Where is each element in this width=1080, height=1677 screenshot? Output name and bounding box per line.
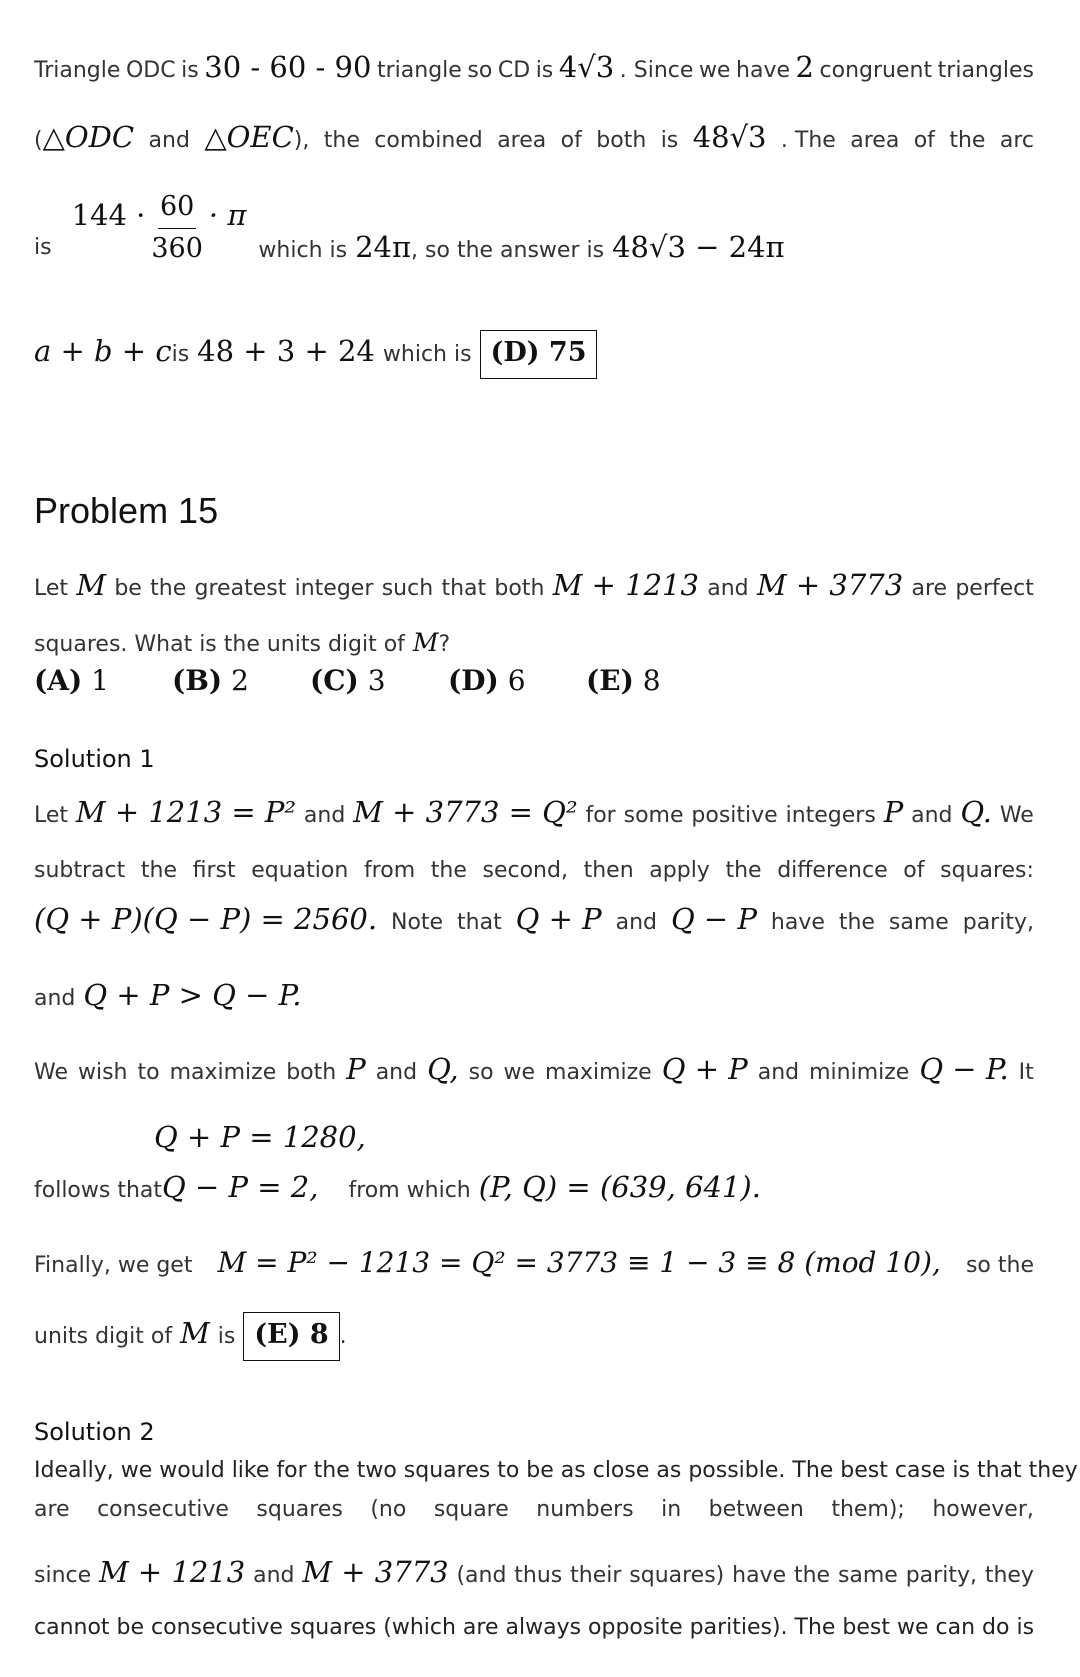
choice-value: 8: [642, 664, 661, 697]
answer-text: (D) 75: [490, 337, 587, 368]
text: Note: [391, 910, 444, 935]
text: the: [430, 858, 467, 883]
text: squares. What is the units digit of: [34, 632, 405, 657]
math-q-minus-p: Q − P.: [919, 1052, 1009, 1086]
math-Q: Q.: [960, 795, 992, 829]
solution2-line-3: [34, 1555, 1034, 1589]
solution1-line-units: [34, 1312, 347, 1361]
text: to: [137, 1060, 160, 1085]
text: cannot be consecutive squares (which are always opposite parities). The best we can do is: [34, 1615, 1035, 1640]
text: same: [837, 1563, 898, 1588]
text: follows that: [34, 1178, 163, 1203]
math-final-congruence: M = P² − 1213 = Q² = 3773 ≡ 1 − 3 ≡ 8 (mod 10),: [217, 1246, 941, 1279]
text: we: [698, 58, 731, 83]
text: arc: [999, 128, 1034, 153]
text: same: [888, 910, 949, 935]
solution1-line-3: [34, 902, 1034, 936]
text: the: [725, 858, 762, 883]
text: minimize: [809, 1060, 910, 1085]
text: in: [661, 1497, 682, 1522]
math-m-plus-1213: M + 1213: [99, 1555, 246, 1589]
text: area: [850, 128, 900, 153]
fraction-60-360: [151, 191, 203, 264]
text: have: [732, 1563, 787, 1588]
math-a-b-c: a + b + c: [34, 334, 172, 368]
text: then: [583, 858, 634, 883]
text: (and: [456, 1563, 507, 1588]
solution1-line-1: [34, 795, 1034, 829]
text: square: [433, 1497, 509, 1522]
text: and: [707, 576, 749, 601]
text: and: [148, 128, 190, 153]
text: and: [757, 1060, 800, 1085]
text: Let: [34, 803, 69, 828]
text: however,: [932, 1497, 1034, 1522]
choice-letter: (A): [34, 664, 83, 697]
text: positive: [691, 803, 778, 828]
text: parity,: [905, 1563, 977, 1588]
text: greatest: [194, 576, 287, 601]
text: so the: [965, 1253, 1034, 1278]
solution2-line-1: [34, 1458, 1078, 1483]
text: such: [381, 576, 434, 601]
solution2-line-4: [34, 1615, 1034, 1640]
text: they: [984, 1563, 1034, 1588]
text: ODC: [125, 58, 176, 83]
text: from which: [348, 1178, 471, 1203]
math-144: 144 ·: [71, 198, 146, 232]
answer-box-d-75: [480, 330, 598, 379]
text: for: [585, 803, 616, 828]
text: both: [596, 128, 647, 153]
text: their: [570, 1563, 622, 1588]
text: of: [560, 128, 582, 153]
text: are: [34, 1497, 70, 1522]
text: that: [457, 910, 502, 935]
text: of: [903, 858, 925, 883]
prev-line-3: [34, 190, 785, 264]
answer-choices: [34, 664, 724, 697]
solution1-line-4: [34, 978, 302, 1012]
math-eq-p-squared: M + 1213 = P²: [75, 795, 297, 829]
text: integer: [294, 576, 374, 601]
text: from: [363, 858, 416, 883]
math-pq-values: (P, Q) = (639, 641).: [478, 1170, 761, 1204]
choice-value: 1: [91, 664, 109, 697]
choice-value: 6: [507, 664, 526, 697]
math-4-root-3: 4√3: [558, 50, 615, 84]
answer-box-e-8: [243, 1312, 339, 1361]
text: and: [34, 986, 76, 1011]
prev-line-4: [34, 330, 597, 379]
problem-line-1: [34, 568, 1034, 602]
problem-title: Problem 15: [34, 490, 219, 531]
text: congruent: [819, 58, 933, 83]
text: of: [913, 128, 935, 153]
math-P: P: [883, 795, 904, 829]
text: between: [708, 1497, 804, 1522]
text: them);: [831, 1497, 905, 1522]
text: parity,: [962, 910, 1034, 935]
math-m-plus-3773: M + 3773: [302, 1555, 449, 1589]
math-30-60-90: 30 - 60 - 90: [204, 50, 372, 84]
text: is: [535, 58, 554, 83]
math-24pi: 24π: [355, 230, 412, 264]
text: It: [1018, 1060, 1034, 1085]
text: , so the answer is: [411, 238, 605, 263]
text: . Since: [619, 58, 694, 83]
math-system-2: Q − P = 2,: [162, 1170, 319, 1204]
math-triangle-oec: △OEC: [204, 120, 294, 154]
text: we: [503, 1060, 536, 1085]
text: is: [660, 128, 679, 153]
text: equation: [251, 858, 349, 883]
text: both: [286, 1060, 337, 1085]
text: CD: [497, 58, 531, 83]
choice-value: 2: [231, 664, 249, 697]
text: .: [339, 1324, 347, 1349]
text: subtract: [34, 858, 126, 883]
text: difference: [777, 858, 888, 883]
text: which is: [382, 342, 472, 367]
text: so: [468, 1060, 494, 1085]
text: the: [949, 128, 986, 153]
text: and: [615, 910, 657, 935]
choice-letter: (C): [310, 664, 359, 697]
text: . The: [780, 128, 836, 153]
math-system-1: Q + P = 1280,: [154, 1120, 366, 1154]
text: Let: [34, 576, 69, 601]
solution1-line-follows: [34, 1170, 761, 1204]
math-P: P: [346, 1052, 366, 1086]
text: triangles: [937, 58, 1034, 83]
text: the: [140, 858, 177, 883]
text: (no: [370, 1497, 407, 1522]
text: some: [623, 803, 684, 828]
text: numbers: [536, 1497, 634, 1522]
text: is: [217, 1324, 236, 1349]
text: are: [911, 576, 948, 601]
text: the: [323, 128, 360, 153]
text: and: [303, 803, 346, 828]
text: squares: [256, 1497, 343, 1522]
text: first: [192, 858, 236, 883]
text: We: [999, 803, 1034, 828]
choice-c: [310, 664, 448, 697]
solution1-line-5: [34, 1052, 1034, 1086]
math-M: M: [412, 628, 439, 657]
text: triangle: [376, 58, 462, 83]
text: (: [34, 128, 43, 153]
fraction-denominator: 360: [151, 232, 203, 264]
math-q-minus-p: Q − P: [670, 902, 757, 936]
text: and: [911, 803, 953, 828]
text: and: [375, 1060, 418, 1085]
math-inequality: Q + P > Q − P.: [83, 978, 302, 1012]
text: be: [114, 576, 142, 601]
text: which is: [258, 238, 348, 263]
solution1-line-final: [34, 1246, 1034, 1279]
math-q-plus-p: Q + P: [515, 902, 602, 936]
math-m-plus-1213: M + 1213: [552, 568, 699, 602]
problem-line-2: [34, 628, 450, 657]
text: area: [497, 128, 547, 153]
text: combined: [374, 128, 483, 153]
text: so: [467, 58, 493, 83]
solution1-line-2: [34, 858, 1034, 883]
text: ?: [438, 632, 451, 657]
math-2: 2: [795, 50, 814, 84]
text: the: [838, 910, 875, 935]
solution-2-title: Solution 2: [34, 1418, 155, 1446]
math-pi: · π: [208, 198, 247, 232]
math-q-plus-p: Q + P: [661, 1052, 748, 1086]
math-48-root-3: 48√3: [692, 120, 767, 154]
solution2-line-2: [34, 1497, 1034, 1522]
text: since: [34, 1563, 92, 1588]
text: squares): [629, 1563, 725, 1588]
text: ),: [293, 128, 310, 153]
text: Finally, we get: [34, 1253, 193, 1278]
math-M: M: [76, 568, 107, 602]
text: is: [181, 58, 199, 83]
text: and: [253, 1563, 295, 1588]
text: wish: [77, 1060, 128, 1085]
text: second,: [482, 858, 568, 883]
solution-1-title: Solution 1: [34, 745, 155, 773]
text: maximize: [545, 1060, 652, 1085]
choice-e: [586, 664, 724, 697]
text: both: [494, 576, 545, 601]
math-product-2560: (Q + P)(Q − P) = 2560.: [34, 902, 378, 936]
text: squares:: [940, 858, 1034, 883]
text: have: [770, 910, 825, 935]
choice-a: [34, 664, 172, 697]
text: consecutive: [97, 1497, 229, 1522]
text: have: [736, 58, 790, 83]
choice-value: 3: [367, 664, 386, 697]
choice-b: [172, 664, 310, 697]
text: We: [34, 1060, 68, 1085]
prev-line-1: [34, 50, 1034, 84]
prev-line-2: [34, 120, 1034, 154]
text: units digit of: [34, 1324, 173, 1349]
text: Triangle: [34, 58, 121, 83]
text: that: [441, 576, 487, 601]
text: is: [171, 342, 190, 367]
math-m-plus-3773: M + 3773: [756, 568, 904, 602]
text: perfect: [955, 576, 1034, 601]
text: integers: [785, 803, 876, 828]
choice-letter: (B): [172, 664, 223, 697]
math-eq-q-squared: M + 3773 = Q²: [353, 795, 578, 829]
math-48-3-24: 48 + 3 + 24: [197, 334, 375, 368]
answer-text: (E) 8: [254, 1319, 329, 1350]
text: apply: [649, 858, 710, 883]
math-answer-expression: 48√3 − 24π: [612, 230, 785, 264]
math-M: M: [180, 1316, 210, 1350]
choice-d: [448, 664, 586, 697]
math-Q: Q,: [427, 1052, 459, 1086]
math-triangle-odc: △ODC: [42, 120, 135, 154]
choice-letter: (D): [448, 664, 499, 697]
text: thus: [514, 1563, 563, 1588]
text: Ideally, we would like for the two squares to be as close as possible. The best case is that they: [34, 1458, 1078, 1483]
fraction-numerator: 60: [158, 191, 196, 229]
text: maximize: [169, 1060, 277, 1085]
text: the: [793, 1563, 831, 1588]
text: is: [34, 234, 52, 260]
choice-letter: (E): [586, 664, 634, 697]
text: the: [150, 576, 187, 601]
